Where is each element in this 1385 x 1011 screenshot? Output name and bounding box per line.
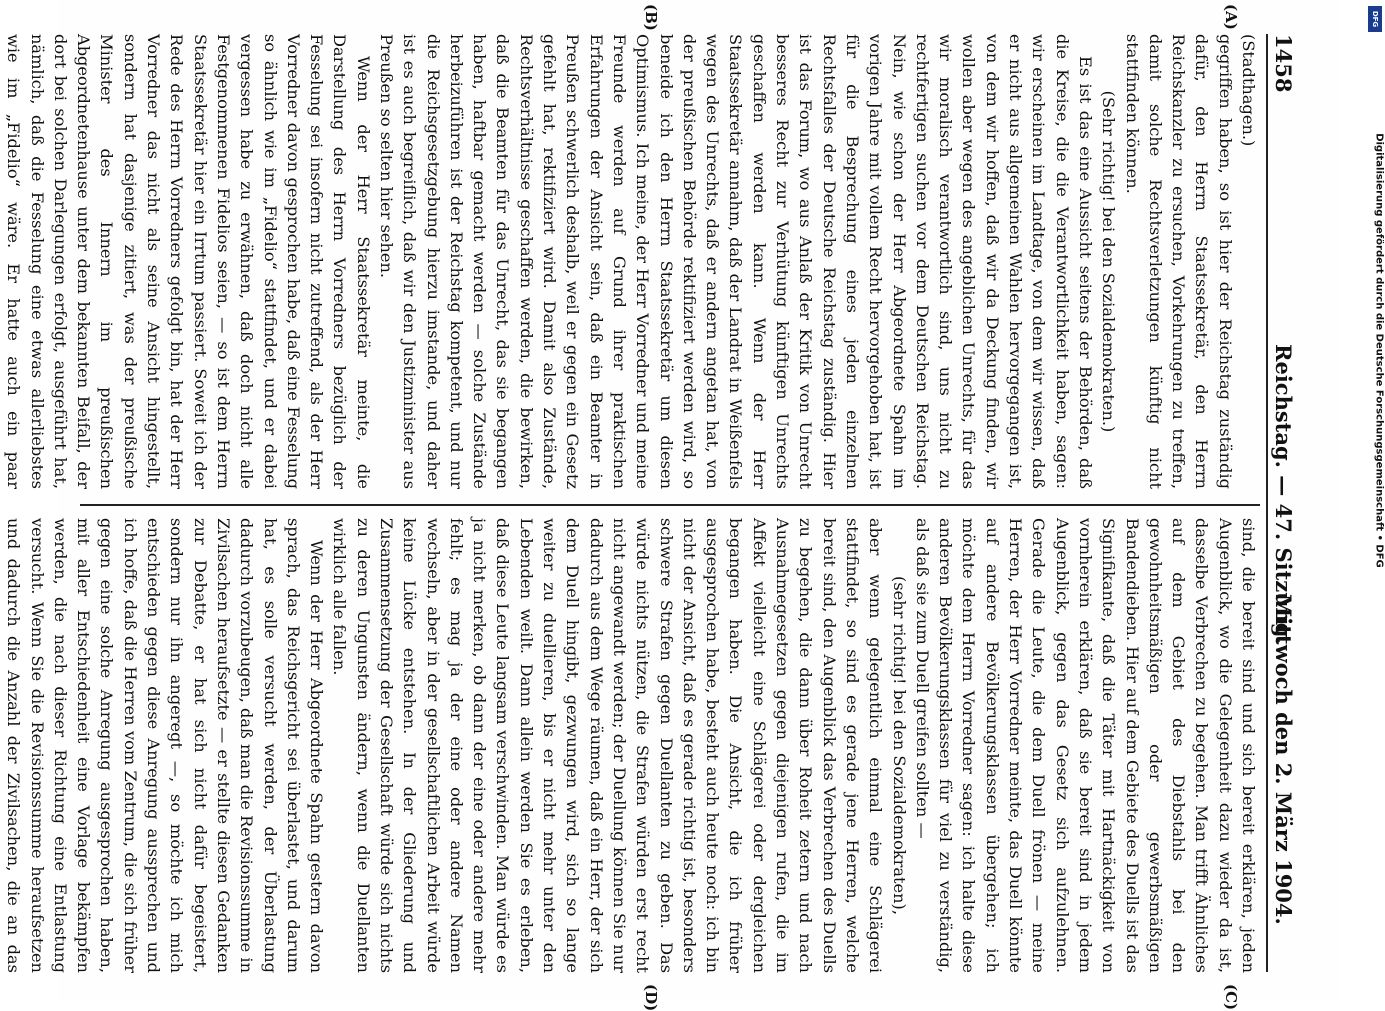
left-column: [4, 34, 1260, 489]
left-column-paragraph: Es ist das eine Aussicht seitens der Behörden, daß die Kreise, die die Verantwortlichkeit haben, sagen: wir erscheinen im Landtage, von dem wir wissen, daß er nicht aus allgemeinen Wahlen hervorgegangen ist, von dem wir hoffen, daß wir da Deckung finden, wir wollen aber wegen des angeblichen Unrechts, für das wir moralisch verantwortlich sind, uns nicht zu rechtfertigen suchen vor dem Deutschen Reichstag. Nein, wie schon der Herr Abgeordnete Spahn im vorigen Jahre mit vollem Recht hervorgehoben hat, ist für die Besprechung eines jeden einzelnen Rechtsfalles der Deutsche Reichstag zuständig. Hier ist das Forum, wo aus Anlaß der Kritik von Unrecht besseres Recht zur Verhütung künftigen Unrechts geschaffen werden kann. Wenn der Herr Staatssekretär annahm, daß der Landrat in Weißenfels wegen des Unrechts, daß er andern angetan hat, von der preußischen Behörde rektifiziert werden wird, so beneide ich den Herrn Staatssekretär um diesen Optimismus. Ich meine, der Herr Vorredner und meine Freunde werden auf Grund ihrer praktischen Erfahrungen der Ansicht sein, daß ein Beamter in Preußen schwerlich deshalb, weil er gegen ein Gesetz gefehlt hat, rektifiziert wird. Damit also Zustände, Rechtsverhältnisse geschaffen werden, die bewirken, daß die Beamten für das Unrecht, das sie begangen haben, haftbar gemacht werden — solche Zustände herbeizuführen ist der Reichstag kompetent, und nur die Reichsgesetzgebung hierzu imstande, und daher ist es auch begreiflich, daß wir den Justizminister aus Preußen so selten hier sehen.: [377, 34, 1095, 489]
text-columns: [4, 4, 1260, 1011]
margin-mark-d: (D): [642, 984, 660, 1011]
document-page: [4, 0, 1340, 1011]
digitization-credit: [1369, 0, 1383, 1000]
margin-mark-b: (B): [642, 4, 660, 31]
right-column-paragraph: (sehr richtig! bei den Sozialdemokraten),: [889, 576, 909, 915]
left-column-paragraph: (Sehr richtig! bei den Sozialdemokraten.): [1099, 90, 1119, 433]
right-column-paragraph: aber wenn gelegentlich einmal eine Schlägerei stattfindet, so sind es gerade jene Herren, welche bereit sind, den Augenblick das Verbrechen des Duells zu begehen, die dann über Roheit zetern und nach Ausnahmegesetzen gegen diejenigen rufen, die im Affekt vielleicht eine Schlägerei oder dergleichen begangen haben. Die Ansicht, die ich früher ausgesprochen habe, besteht auch heute noch: ich bin nicht der Ansicht, daß es gerade richtig ist, besonders schwere Strafen gegen Duellanten zu geben. Das würde nichts nützen, die Strafen würden erst recht nicht angewandt werden; der Duellung können Sie nur dadurch aus dem Wege räumen, daß ein Herr, der sich dem Duell hingibt, gezwungen wird, sich so lange weiter zu duellieren, bis er nicht mehr unter den Lebenden weilt. Dann allein werden Sie es erleben, daß diese Leute langsam verschwinden. Man würde es ja nicht merken, ob dann der eine oder andere mehr fehlt; es mag ja der eine oder andere Namen wechseln, aber in der gesellschaftlichen Arbeit würde keine Lücke entstehen. In der Gliederung und Zusammensetzung der Gesellschaft würde sich nichts zu deren Ungunsten ändern, wenn die Duellanten wirklich alle fallen.: [330, 518, 886, 973]
page-header: [1266, 34, 1302, 972]
column-divider: [80, 504, 1260, 506]
page-number: 1458: [1271, 34, 1296, 93]
right-column-paragraph: Wenn der Herr Abgeordnete Spahn gestern davon sprach, das Reichsgericht sei überlastet, und darum hat, es solle versucht werden, der Überlastung dadurch vorzubeugen, daß man die Revisionssumme in Zivilsachen heraufsetzte — er stellte diesen Gedanken zur Debatte, er hat sich nicht dafür begeistert, sondern nur ihn angeregt —, so möchte ich mich entschieden gegen diese Anregung aussprechen und ich hoffe, daß die Herren vom Zentrum, die sich früher gegen eine solche Anregung ausgesprochen haben, mit aller Entschiedenheit eine Vorlage bekämpfen werden, die nach dieser Richtung eine Entlastung versucht. Wenn Sie die Revisionssumme heraufsetzen und dadurch die Anzahl der Zivilsachen, die an das: [4, 518, 327, 973]
margin-mark-c: (C): [1222, 984, 1240, 1011]
left-column-paragraph: Wenn der Herr Staatssekretär meinte, die Darstellung des Herrn Vorredners bezüglich der Fesselung sei insofern nicht zutreffend, als der Herr Vorredner davon gesprochen habe, daß eine Fesselung so ähnlich wie im „Fidelio“ stattfindet, und er dabei vergessen habe zu erwähnen, daß doch nicht alle Festgenommenen Fidelios seien, — so ist dem Herrn Staatssekretär hier ein Irrtum passiert. Soweit ich der Rede des Herrn Vorredners gefolgt bin, hat der Herr Vorredner das nicht als seine Ansicht hingestellt, sondern hat dasjenige zitiert, was der preußische Minister des Innern im preußischen Abgeordnetenhause unter dem bekannten Beifall, der dort bei solchen Darlegungen erfolgt, ausgeführt hat, nämlich, daß die Fesselung eine etwas allerliebstes wie im „Fidelio“ wäre. Er hatte auch ein paar: [4, 34, 373, 489]
left-column-paragraph: gegriffen haben, so ist hier der Reichstag zuständig dafür, den Herrn Staatssekretär, den Herrn Reichskanzler zu ersuchen, Vorkehrungen zu treffen, damit solche Rechtsverletzungen künftig nicht stattfinden können.: [1122, 34, 1235, 489]
right-column-paragraph: sind, die bereit sind und sich bereit erklären, jeden Augenblick, wo die Gelegenheit dazu wieder da ist, dasselbe Verbrechen zu begehen. Man trifft Ähnliches auf dem Gebiet des Diebstahls bei den gewohnheitsmäßigen oder gewerbsmäßigen Bandendieben. Hier auf dem Gebiete des Duells ist das Signifikante, daß die Täter mit Hartnäckigkeit von vornherein erklären, daß sie bereit sind in jedem Augenblick, gegen das Gesetz sich aufzulehnen. Gerade die Leute, die dem Duell frönen — meine Herren, der Herr Vorredner meinte, das Duell könnte auf andere Bevölkerungsklassen übergehen; ich möchte dem Herrn Vorredner sagen: ich halte diese anderen Bevölkerungsklassen für viel zu verständig, als daß sie zum Duell greifen sollten —: [912, 518, 1258, 973]
margin-mark-a: (A): [1222, 4, 1240, 30]
dfg-logo: DFG: [1368, 6, 1382, 32]
left-running-title: Reichstag. — 47. Sitzung.: [1271, 344, 1296, 645]
right-column: [4, 518, 1260, 973]
digitization-credit-text: Digitalisierung gefördert durch die Deutsche Forschungsgemeinschaft • DFG: [1373, 133, 1385, 568]
right-running-title: Mittwoch den 2. März 1904.: [1271, 594, 1296, 925]
left-column-paragraph: (Stadthagen.): [1239, 34, 1258, 147]
